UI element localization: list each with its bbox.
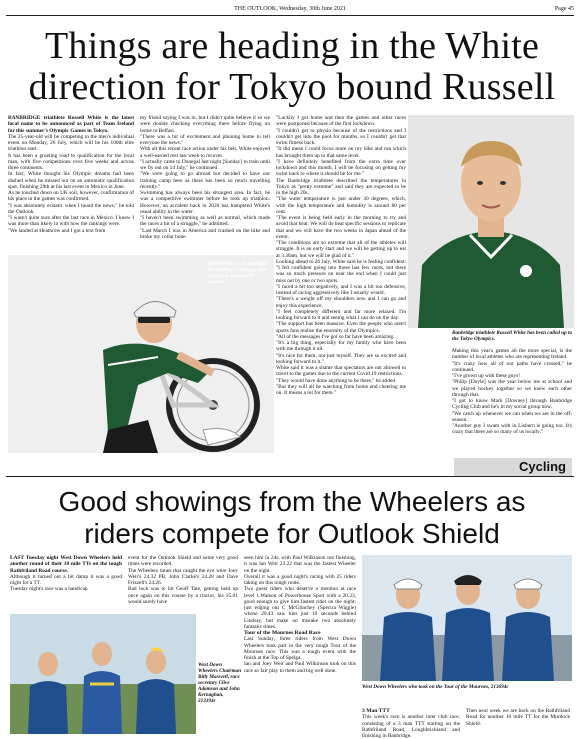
paragraph: "I couldn't get to physio because of the restrictions and I couldn't get into the pool for months, so I couldn't get that swim fitness back. bbox=[276, 127, 406, 146]
article1-col3 bbox=[276, 115, 406, 455]
paragraph: "There's a weight off my shoulders now and I can go and enjoy this experience. bbox=[276, 296, 406, 309]
paragraph: The Wheelers times that caught the eye were Joey Weir's 24.32 PB, John Clarke's 24.28 and Dave Frizzell's 24.26. bbox=[128, 567, 238, 586]
paragraph: Looking ahead to 26 July, White said he is feeling confident: "I felt confident going into those last few races, but there was so much pressure on near the end when I could just miss out by one or two spots. bbox=[276, 258, 407, 284]
officials-illustration bbox=[10, 614, 196, 734]
paragraph: "But they will all be watching from home and cheering me on. It means a lot for them." bbox=[276, 383, 406, 396]
paragraph: "The support has been massive. Even the people who aren't sports fans realise the enormity of the Olympics. bbox=[276, 321, 406, 334]
article2-col1 bbox=[10, 555, 122, 613]
paragraph: Tour of the Mournes Road Race bbox=[244, 630, 321, 636]
article1-col4 bbox=[452, 348, 572, 456]
paragraph: This week's race is another inter club race, consisting of a 3 man TTT starting on the Rathfriland Road, Loughbrickland and finishing in Banbridge. bbox=[362, 714, 460, 739]
paragraph: "We catch up whenever we can when we are in the off-season. bbox=[452, 410, 572, 423]
paragraph: "I raced a bit too negatively, and I was a bit too defensive, instead of racing aggressively like I usually would. bbox=[276, 283, 406, 296]
paragraph: "We were going to go abroad but decided to have our training camp here as there has been so much travelling recently." bbox=[140, 171, 270, 190]
paragraph: Overall it was a good night's racing with 25 riders taking on this tough route. bbox=[244, 573, 356, 586]
paragraph: "I have definitely benefited from the extra time over lockdown and this month, I will be focusing on getting my swim back to where it should be for me." bbox=[276, 158, 406, 178]
photo-wheelers-officials bbox=[10, 614, 196, 734]
paragraph: "Philip [Doyle] was the year below me at school and we played hockey together so we knew each other through that. bbox=[452, 379, 572, 398]
section-tag-cycling: Cycling bbox=[454, 458, 572, 476]
paragraph: "We landed at Heathrow and I got a text from bbox=[8, 227, 106, 234]
paragraph: "The water temperature is just under 30 degrees, which, with the high temperature and humidity is around 80 per cent. bbox=[276, 196, 406, 215]
paragraph: In fact, White thought his Olympic dreams had been dashed when he missed out on an automatic qualification spot, finishing 29th at his last event in Mexico in June. bbox=[8, 171, 134, 190]
paragraph: The 25-year-old will be competing in the men's individual event on Monday, 26 July, which will be his 100th elite triathlon start. bbox=[8, 133, 134, 153]
photo-mournes-caption: West Down Wheelers who took on the Tour of the Mournes, 213694c bbox=[362, 684, 509, 690]
portrait-illustration bbox=[408, 115, 574, 328]
paragraph: The Banbridge triathlete described the temperatures in Tokyo as "pretty extreme" and said they are expected to be in the high 20s. bbox=[276, 177, 406, 196]
paragraph: "The event is being held early in the morning to try and avoid that heat. We will do heat specific sessions to replicate that and we will have the two weeks in Japan ahead of the event. bbox=[276, 215, 406, 240]
paragraph: "I feel completely different and far more relaxed. I'm looking forward to it and seeing what I can do on the day. bbox=[276, 308, 406, 321]
paragraph: It has been a grueling road to qualification for the local man, with five competitions over five weeks and across three continents. bbox=[8, 152, 134, 171]
paragraph: Making this year's games all the more special, is the number of local athletes who are representing Ireland. bbox=[452, 348, 572, 361]
article1-headline: Things are heading in the White direction for Tokyo bound Russell bbox=[28, 25, 556, 108]
paragraph: event for the Outlook Shield and some very good times were recorded. bbox=[128, 555, 238, 568]
paragraph: Bad luck was to hit Geoff Tate, getting held up once again on this course by a tractor, his 25.01 would surely have bbox=[128, 586, 238, 605]
paragraph: "All of the messages I've got so far have been amazing. bbox=[276, 333, 395, 340]
paragraph: LAST Tuesday night West Down Wheelers held another round of their 10 mile TTs on the tough Rathfriland Road course. bbox=[10, 555, 122, 574]
photo-portrait-russell bbox=[408, 115, 574, 328]
paragraph: BANBRIDGE triathlete Russell White is the latest local name to be announced as part of Team Ireland for this summer's Olympic Games in Tokyo. bbox=[8, 115, 134, 134]
paragraph: "It's nice for them, not just myself. They are so excited and looking forward to it." bbox=[276, 352, 406, 365]
article1-col2 bbox=[140, 115, 270, 255]
paragraph: "I actually came to Donegal last night [Sunday] to train until we fly out on 14 July," he continued. bbox=[140, 158, 270, 171]
paragraph: White said it was a shame that spectators are not allowed to travel to the games due to the current Covid 19 restrictions. bbox=[276, 365, 406, 378]
masthead bbox=[6, 4, 574, 16]
paragraph: "It's a big thing, especially for my family who have been with me through it all. bbox=[276, 340, 406, 353]
paragraph: "The conditions are so extreme that all of the athletes will struggle. It is an early start and we will be getting up to eat at 3.30am, but we will be glad of it." bbox=[276, 240, 406, 259]
paragraph: Two guest riders who deserve a mention at race level 1.Watson of Powerhouse Sport with a 20.33, good enough to give him fastest rider on the night; just edging out C McGlinchey (Spectra Wiggle) whose 20.43 saw him just 10 seconds behind Lindsay, but make no mistake two absolutely fantastic times. bbox=[244, 586, 356, 630]
paragraph: "I wasn't quite sure after the last race in Mexico. I knew I was more than likely in with how the rankings were. bbox=[8, 215, 134, 228]
paragraph: With all this recent race action under his belt, White enjoyed a well-earned rest last week to recover. bbox=[140, 146, 270, 159]
section-rule bbox=[6, 476, 574, 477]
photo-wheelers-mournes bbox=[362, 555, 572, 681]
paragraph: "I've grown up with these guys! bbox=[452, 373, 520, 379]
paragraph: As he touched down on UK soil, however, confirmation of his place in the games was confirmed. bbox=[8, 190, 134, 203]
paragraph: "There was a bit of excitement and phoning home to tell everyone the news." bbox=[140, 133, 270, 146]
paragraph: Ian and Joey Weir and Paul Wilkinson took on this race so fair play to them and big well done. bbox=[244, 661, 356, 674]
paragraph: "They would have done anything to be there," he added. bbox=[276, 377, 397, 384]
photo-portrait-caption: Banbridge triathlete Russell White has been called up to the Tokyo Olympics. bbox=[452, 330, 573, 342]
paragraph: seen him in 24s, with Paul Wilkinson not finishing, it was Ian Weir 23.22 that was the fastest Wheeler on the night. bbox=[244, 555, 356, 574]
paragraph: "I got to know Mark [Downey] through Banbridge Cycling Club and he's in my social group now. bbox=[452, 398, 572, 411]
paragraph: "It's crazy how all of our paths have crossed," he continued. bbox=[452, 360, 572, 373]
page-number: Page 45 bbox=[554, 6, 574, 12]
photo-officials-caption: West Down Wheelers Chairman Billy Maxwell, race secretary Clive Adamson and John Kernaghan, 213394c bbox=[198, 662, 242, 704]
paragraph: my friend saying I was in, but I didn't quite believe it so we were double checking everything there before flying on home to Belfast. bbox=[140, 115, 270, 134]
paragraph: Although it turned out a bit damp it was a good night for a TT. bbox=[10, 573, 122, 586]
paragraph: "Luckily I got home and then the games and other races were postponed because of the first lockdown. bbox=[276, 115, 406, 128]
article2-col4b bbox=[466, 708, 570, 734]
paragraph: "Another guy I swam with in Lisburn is going too. It's crazy that there are so many of us locally." bbox=[452, 423, 572, 436]
paragraph: Swimming has always been his strongest area. In fact, he was a competitive swimmer before he took up triathlon. However, an accident back in 2020 has hampered White's usual ability in the water. bbox=[140, 190, 270, 215]
article1-col1 bbox=[8, 115, 134, 255]
paragraph: Last Sunday, three riders from West Down Wheelers took part in the very tough Tour of the Mournes race. This was a tough event with the finish at the Top of Spelga. bbox=[244, 636, 356, 661]
masthead-title: THE OUTLOOK, Wednesday, 30th June 2021 bbox=[234, 6, 346, 12]
paragraph: "Last March I was in America and crashed on the bike and broke my collar bone. bbox=[140, 227, 270, 240]
paragraph: "It did mean I could focus more on my bike and run which has brought them up to that same level. bbox=[276, 146, 406, 159]
paragraph: Then next week we are back on the Rathfriland Road for another 10 mile TT for the Murdock Shield. bbox=[466, 708, 570, 727]
article2-headline: Good showings from the Wheelers as riders compete for Outlook Shield bbox=[58, 486, 526, 549]
photo-cyclist-caption: Russell White will hopefully be running, swimming and cycling to success this summer. bbox=[208, 261, 269, 285]
paragraph: 3 Man TTT bbox=[362, 708, 390, 714]
paragraph: Tuesday night's race was a handicap bbox=[10, 586, 88, 593]
riders-illustration bbox=[362, 555, 572, 681]
paragraph: "I was absolutely ecstatic when I heard the news," he told the Outlook. bbox=[8, 202, 134, 215]
paragraph: "I haven't been swimming as well as normal, which made the races a bit of a struggle," he admitted. bbox=[140, 215, 270, 228]
article2-col3 bbox=[244, 555, 356, 733]
photo-cyclist-russell bbox=[8, 255, 274, 453]
article2-col4a bbox=[362, 708, 460, 739]
